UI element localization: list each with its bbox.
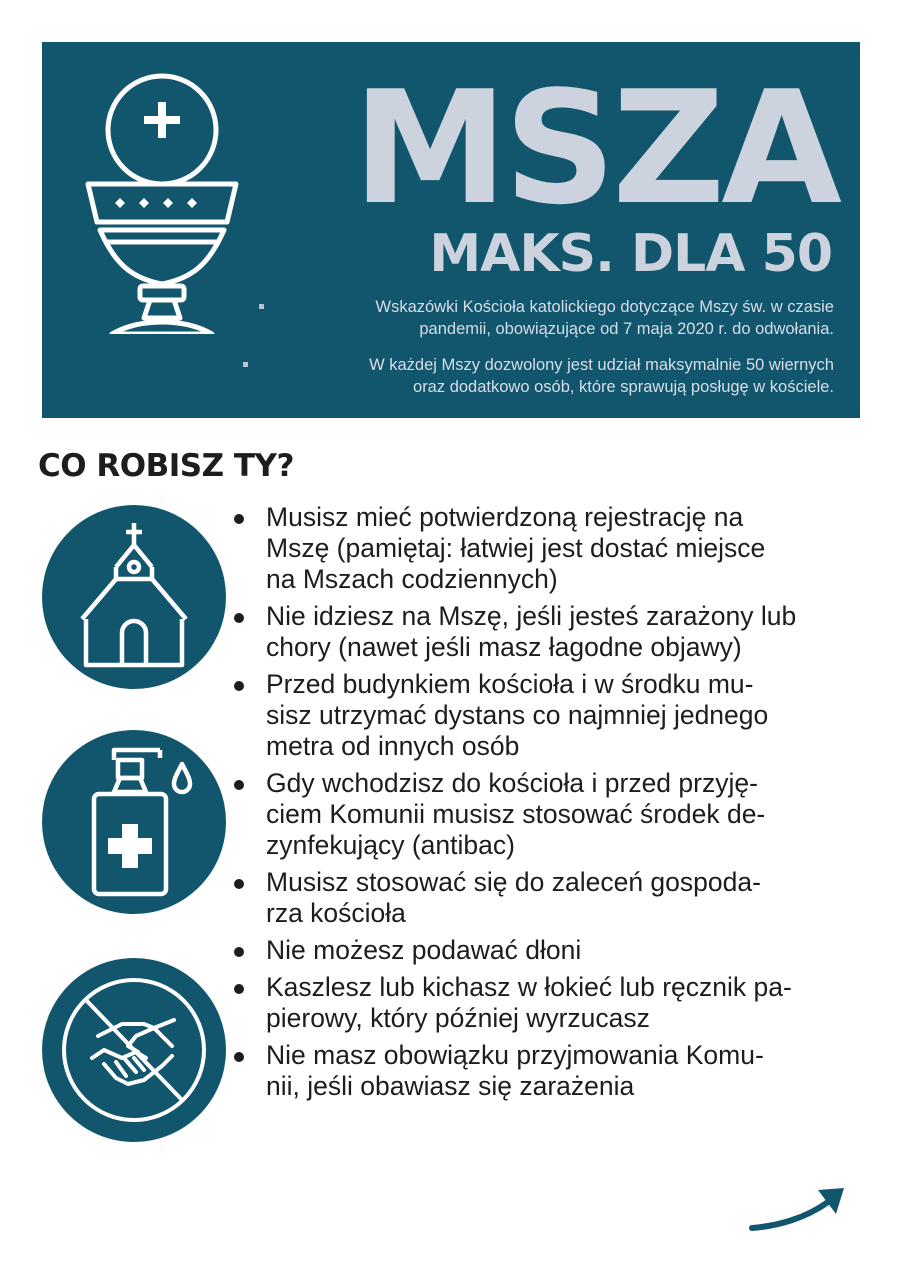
banner-subtitle: MAKS. DLA 50 bbox=[429, 224, 832, 284]
list-item: Kaszlesz lub kichasz w łokieć lub ręcznik pa- pierowy, który później wyrzucasz bbox=[232, 972, 872, 1034]
list-item: Przed budynkiem kościoła i w środku mu- sisz utrzymać dystans co najmniej jednego metra od innych osób bbox=[232, 669, 872, 762]
banner-notes bbox=[242, 296, 834, 412]
sanitizer-badge bbox=[42, 730, 226, 914]
square-bullet-icon bbox=[259, 304, 264, 309]
chalice-icon bbox=[82, 72, 242, 334]
list-item: Nie możesz podawać dłoni bbox=[232, 935, 872, 966]
square-bullet-icon bbox=[243, 362, 248, 367]
list-item: Musisz stosować się do zaleceń gospoda- rza kościoła bbox=[232, 867, 872, 929]
section-title: CO ROBISZ TY? bbox=[38, 448, 294, 484]
bullet-icon bbox=[234, 681, 244, 691]
bullet-icon bbox=[234, 780, 244, 790]
banner-note: W każdej Mszy dozwolony jest udział maksymalnie 50 wiernych oraz dodatkowo osób, które sprawują posługę w kościele. bbox=[242, 354, 834, 398]
list-item: Gdy wchodzisz do kościoła i przed przyję- ciem Komunii musisz stosować środek de- zynfekujący (antibac) bbox=[232, 768, 872, 861]
no-handshake-icon bbox=[42, 958, 226, 1142]
church-badge bbox=[42, 505, 226, 689]
church-icon bbox=[42, 505, 226, 689]
no-handshake-badge bbox=[42, 958, 226, 1142]
bullet-icon bbox=[234, 514, 244, 524]
bullet-icon bbox=[234, 613, 244, 623]
bullet-icon bbox=[234, 984, 244, 994]
bullet-icon bbox=[234, 947, 244, 957]
bullet-icon bbox=[234, 879, 244, 889]
list-item: Musisz mieć potwierdzoną rejestrację na Mszę (pamiętaj: łatwiej jest dostać miejsce na Mszach codziennych) bbox=[232, 502, 872, 595]
list-item: Nie masz obowiązku przyjmowania Komu- nii, jeśli obawiasz się zarażenia bbox=[232, 1040, 872, 1102]
banner-title: MSZA bbox=[352, 57, 838, 239]
rules-list bbox=[232, 502, 872, 1108]
banner-note: Wskazówki Kościoła katolickiego dotyczące Mszy św. w czasie pandemii, obowiązujące od 7 maja 2020 r. do odwołania. bbox=[242, 296, 834, 340]
bullet-icon bbox=[234, 1052, 244, 1062]
header-banner bbox=[42, 42, 860, 418]
sanitizer-icon bbox=[42, 730, 226, 914]
arrow-icon[interactable] bbox=[748, 1186, 848, 1238]
list-item: Nie idziesz na Mszę, jeśli jesteś zarażony lub chory (nawet jeśli masz łagodne objawy) bbox=[232, 601, 872, 663]
